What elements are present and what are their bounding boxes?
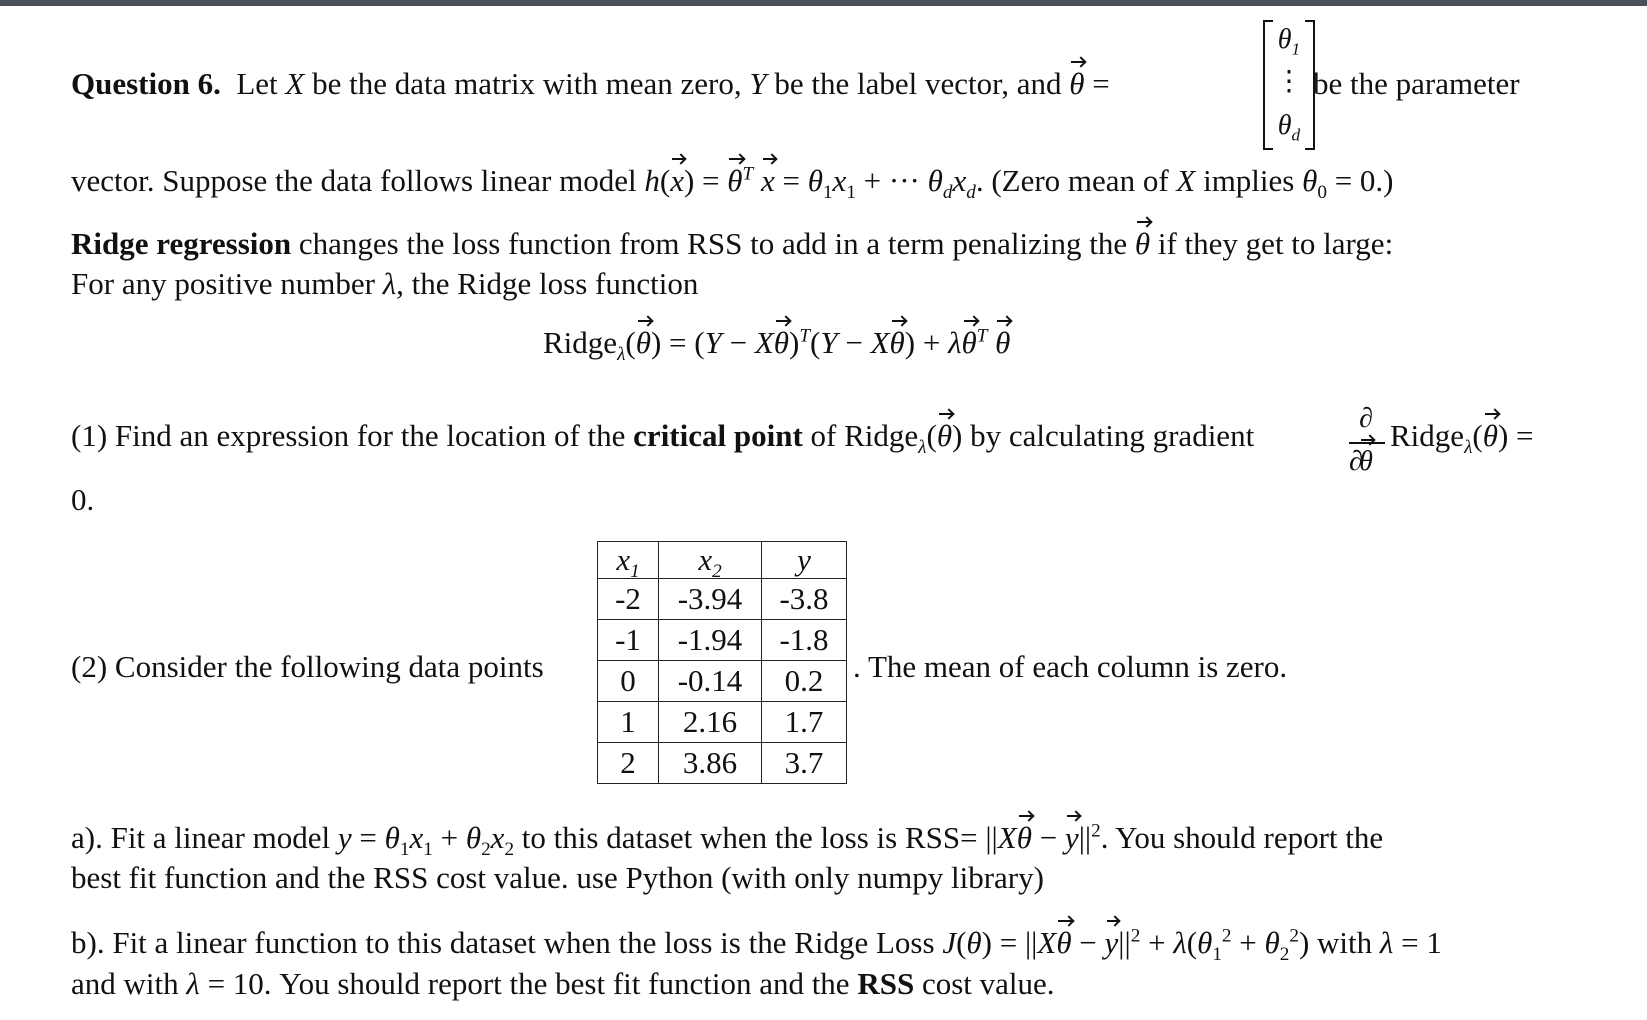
table-cell: 3.86	[659, 743, 762, 784]
table-cell: -1	[598, 620, 659, 661]
table-row	[598, 702, 847, 743]
table-cell: -3.94	[659, 579, 762, 620]
part-2-trail: . The mean of each column is zero.	[853, 649, 1288, 684]
part-1-gradient-end: Ridge$_\lambda$(θ) =	[1390, 418, 1534, 459]
table-header-cell: $x_2$	[659, 542, 762, 579]
table-header-cell: $x_1$	[598, 542, 659, 579]
theta-column-vector	[1263, 20, 1315, 146]
table-cell: 0.2	[762, 661, 847, 702]
part-1-line-2: 0.	[71, 482, 95, 517]
table-row	[598, 620, 847, 661]
question-line-2: vector. Suppose the data follows linear model $h(x) = \theta^T$ $x = \theta_1x_1$ + ··· $\theta_dx_d$. (Zero mean of X implies $\theta_0 = 0$.)	[71, 163, 1394, 204]
question-line-1-end: be the parameter	[1313, 66, 1520, 101]
table-header-cell: y	[762, 542, 847, 579]
table-cell: -1.94	[659, 620, 762, 661]
table-header-row	[598, 542, 847, 579]
ridge-formula: Ridge$_\lambda$(θ) = $(Y - X\theta)^T(Y - X\theta) + \lambda\theta^T$ θ	[543, 325, 1011, 366]
table-cell: -2	[598, 579, 659, 620]
table-cell: 2	[598, 743, 659, 784]
ridge-intro-line-2: For any positive number λ, the Ridge loss function	[71, 266, 699, 301]
part-1-line-1: (1) Find an expression for the location of the critical point of Ridge$_\lambda$(θ) by calculating gradient	[71, 418, 1255, 459]
part-a-line-1: a). Fit a linear model $y = \theta_1x_1 + \theta_2x_2$ to this dataset when the loss is $RSS= ||X\theta - y||^2$. You should report the	[71, 820, 1384, 861]
part-b-line-2: and with λ = 10. You should report the best fit function and the RSS cost value.	[71, 966, 1055, 1001]
table-cell: -1.8	[762, 620, 847, 661]
table-cell: 2.16	[659, 702, 762, 743]
matrix-entry: $\theta_1$	[1277, 24, 1301, 59]
ridge-intro-line-1: Ridge regression changes the loss function from RSS to add in a term penalizing the θ if they get to large:	[71, 226, 1394, 261]
question-line-1: Question 6. Let X be the data matrix with mean zero, Y be the label vector, and θ =	[71, 66, 1110, 101]
table-cell: -0.14	[659, 661, 762, 702]
table-cell: -3.8	[762, 579, 847, 620]
matrix-entry: ⋮	[1275, 66, 1303, 97]
table-cell: 1	[598, 702, 659, 743]
table-row	[598, 661, 847, 702]
data-table	[597, 541, 847, 784]
part-2-lead: (2) Consider the following data points	[71, 649, 544, 684]
table-cell: 0	[598, 661, 659, 702]
table-row	[598, 743, 847, 784]
question-label: Question 6.	[71, 66, 221, 101]
table-cell: 3.7	[762, 743, 847, 784]
table-cell: 1.7	[762, 702, 847, 743]
part-a-line-2: best fit function and the RSS cost value. use Python (with only numpy library)	[71, 860, 1044, 895]
table-row	[598, 579, 847, 620]
matrix-entry: $\theta_d$	[1277, 110, 1301, 145]
part-b-line-1: b). Fit a linear function to this dataset when the loss is the Ridge Loss $J(\theta) = ||X\theta - y||^2 + \lambda(\theta_1^2 + \theta_2^2)$ with λ = 1	[71, 925, 1442, 966]
top-border	[0, 0, 1647, 6]
